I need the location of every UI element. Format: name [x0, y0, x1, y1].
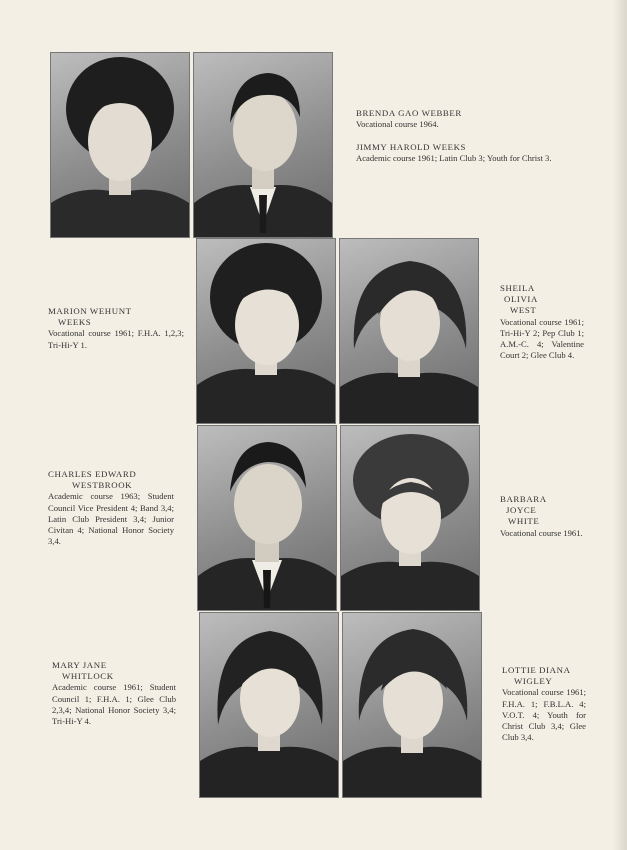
- caption-barbara-white: [500, 494, 584, 539]
- student-name-line: SHEILA: [500, 283, 535, 293]
- student-info: Academic course 1963; Student Council Vice President 4; Band 3,4; Latin Club President 3,4; Junior Civitan 4; National Honor Society 3,4.: [48, 491, 174, 547]
- female-portrait-icon: [341, 426, 479, 610]
- student-name-line: LOTTIE DIANA: [502, 665, 571, 675]
- student-info: Vocational course 1961.: [500, 527, 583, 538]
- student-info: Academic course 1961; Student Council 1; F.H.A. 1; Glee Club 2,3,4; National Honor Society 3,4; Tri-Hi-Y 4.: [52, 682, 176, 727]
- female-portrait-icon: [51, 53, 189, 237]
- female-portrait-icon: [343, 613, 481, 797]
- female-portrait-icon: [200, 613, 338, 797]
- student-name-line: WHITLOCK: [62, 671, 114, 682]
- page-edge-shadow: [613, 0, 627, 850]
- caption-sheila-west: [500, 283, 584, 361]
- student-info: Vocational course 1961; F.H.A. 1; F.B.L.A. 4; V.O.T. 4; Youth for Christ Club 3,4; Glee Club 3,4.: [502, 687, 586, 743]
- student-name-line: CHARLES EDWARD: [48, 469, 137, 479]
- student-name-line: WHITE: [508, 516, 540, 527]
- student-info: Academic course 1961; Latin Club 3; Youth for Christ 3.: [356, 153, 552, 164]
- student-name: [500, 283, 584, 317]
- student-name-line: MARION WEHUNT: [48, 306, 132, 316]
- caption-lottie-wigley: [502, 665, 586, 743]
- student-name-line: WEST: [510, 305, 537, 316]
- student-name-line: BARBARA: [500, 494, 547, 504]
- student-name: [48, 469, 174, 491]
- student-name-line: WIGLEY: [514, 676, 553, 687]
- caption-brenda-webber: [356, 108, 584, 130]
- portrait-sheila-west: [339, 238, 479, 424]
- student-info: Vocational course 1961; F.H.A. 1,2,3; Tri-Hi-Y 1.: [48, 328, 184, 350]
- student-name: [502, 665, 586, 687]
- student-name-line: WEEKS: [58, 317, 92, 328]
- female-portrait-icon: [197, 239, 335, 423]
- portrait-barbara-white: [340, 425, 480, 611]
- caption-marion-weeks: [48, 306, 184, 351]
- student-name-line: MARY JANE: [52, 660, 107, 670]
- male-portrait-icon: [198, 426, 336, 610]
- student-info: Vocational course 1961; Tri-Hi-Y 2; Pep Club 1; A.M.-C. 4; Valentine Court 2; Glee Club 4.: [500, 316, 584, 361]
- portrait-jimmy-weeks: [193, 52, 333, 238]
- portrait-brenda-webber: [50, 52, 190, 238]
- portrait-charles-westbrook: [197, 425, 337, 611]
- caption-charles-westbrook: [48, 469, 174, 547]
- portrait-marion-weeks: [196, 238, 336, 424]
- student-name-line: OLIVIA: [504, 294, 538, 305]
- student-info: Vocational course 1964.: [356, 119, 439, 130]
- student-name: [500, 494, 584, 528]
- portrait-lottie-wigley: [342, 612, 482, 798]
- student-name: BRENDA GAO WEBBER: [356, 108, 462, 118]
- student-name-line: WESTBROOK: [72, 480, 133, 491]
- caption-jimmy-weeks: [356, 142, 580, 164]
- male-portrait-icon: [194, 53, 332, 237]
- student-name-line: JOYCE: [506, 505, 537, 516]
- student-name: [48, 306, 184, 328]
- female-portrait-icon: [340, 239, 478, 423]
- portrait-mary-whitlock: [199, 612, 339, 798]
- caption-mary-whitlock: [52, 660, 176, 727]
- student-name: [52, 660, 176, 682]
- student-name: JIMMY HAROLD WEEKS: [356, 142, 467, 152]
